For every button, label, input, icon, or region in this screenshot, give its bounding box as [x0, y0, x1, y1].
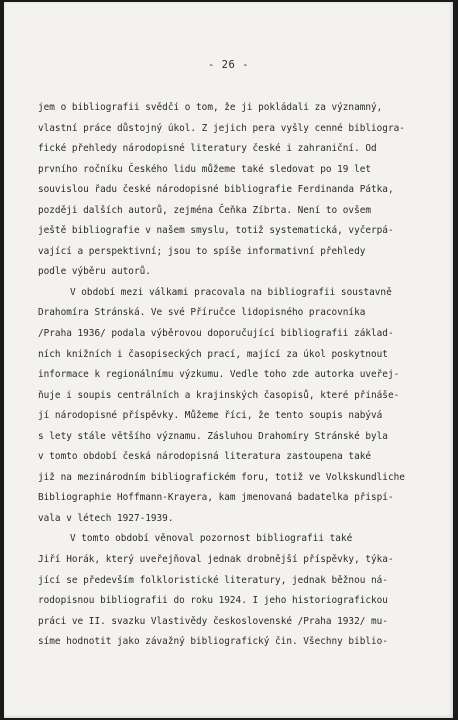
text-line: Bibliographie Hoffmann-Krayera, kam jmenovaná badatelka přispí-: [38, 492, 394, 504]
document-body: [38, 98, 414, 653]
text-line: informace k regionálnímu výzkumu. Vedle toho zde autorka uveřej-: [38, 369, 400, 381]
paragraph-1: [38, 98, 414, 283]
text-line: jí národopisné příspěvky. Můžeme říci, že tento soupis nabývá: [38, 410, 383, 422]
text-line: později dalších autorů, zejména Čeňka Zíbrta. Není to ovšem: [38, 204, 372, 216]
text-line: práci ve II. svazku Vlastivědy československé /Praha 1932/ mu-: [38, 615, 388, 627]
text-line: podle výběru autorů.: [38, 266, 151, 278]
text-line: jící se především folkloristické literatury, jednak běžnou ná-: [38, 574, 388, 586]
text-line: rodopisnou bibliografii do roku 1924. I jeho historiografickou: [38, 595, 388, 607]
text-line: vala v létech 1927-1939.: [38, 512, 174, 524]
text-line: ještě bibliografie v našem smyslu, totiž systematická, vyčerpá-: [38, 225, 394, 237]
text-line: vlastní práce důstojný úkol. Z jejich pera vyšly cenné bibliogra-: [38, 122, 405, 134]
text-line: s lety stále většího významu. Zásluhou Drahomíry Stránské byla: [38, 430, 388, 442]
text-line: /Praha 1936/ podala výběrovou doporučující bibliografii základ-: [38, 328, 394, 340]
text-line: ňuje i soupis centrálních a krajinských časopisů, které přináše-: [38, 389, 400, 401]
text-line: již na mezinárodním bibliografickém foru, totiž ve Volkskundliche: [38, 471, 405, 483]
text-line: síme hodnotit jako závažný bibliografický čin. Všechny biblio-: [38, 636, 388, 648]
text-line: V období mezi válkami pracovala na bibliografii soustavně: [70, 286, 392, 298]
text-line: vající a perspektivní; jsou to spíše informativní přehledy: [38, 245, 366, 257]
text-line: v tomto období česká národopisná literatura zastoupena také: [38, 451, 372, 463]
paragraph-3: [38, 529, 414, 652]
text-line: ních knižních i časopiseckých prací, mající za úkol poskytnout: [38, 348, 388, 360]
text-line: prvního ročníku Českého lidu můžeme také sledovat po 19 let: [38, 163, 372, 175]
paragraph-2: [38, 283, 414, 530]
text-line: jem o bibliografii svědčí o tom, že ji pokládali za významný,: [38, 102, 383, 113]
text-line: fické přehledy národopisné literatury české i zahraniční. Od: [38, 143, 377, 155]
text-line: Jiří Horák, který uveřejňoval jednak drobnější příspěvky, týka-: [38, 554, 394, 566]
text-line: Drahomíra Stránská. Ve své Příručce lidopisného pracovníka: [38, 307, 366, 319]
text-line: souvislou řadu české národopisné bibliografie Ferdinanda Pátka,: [38, 184, 394, 196]
text-line: V tomto období věnoval pozornost bibliografii také: [70, 533, 353, 545]
document-page: [4, 2, 453, 718]
page-number: - 26 -: [208, 59, 249, 71]
